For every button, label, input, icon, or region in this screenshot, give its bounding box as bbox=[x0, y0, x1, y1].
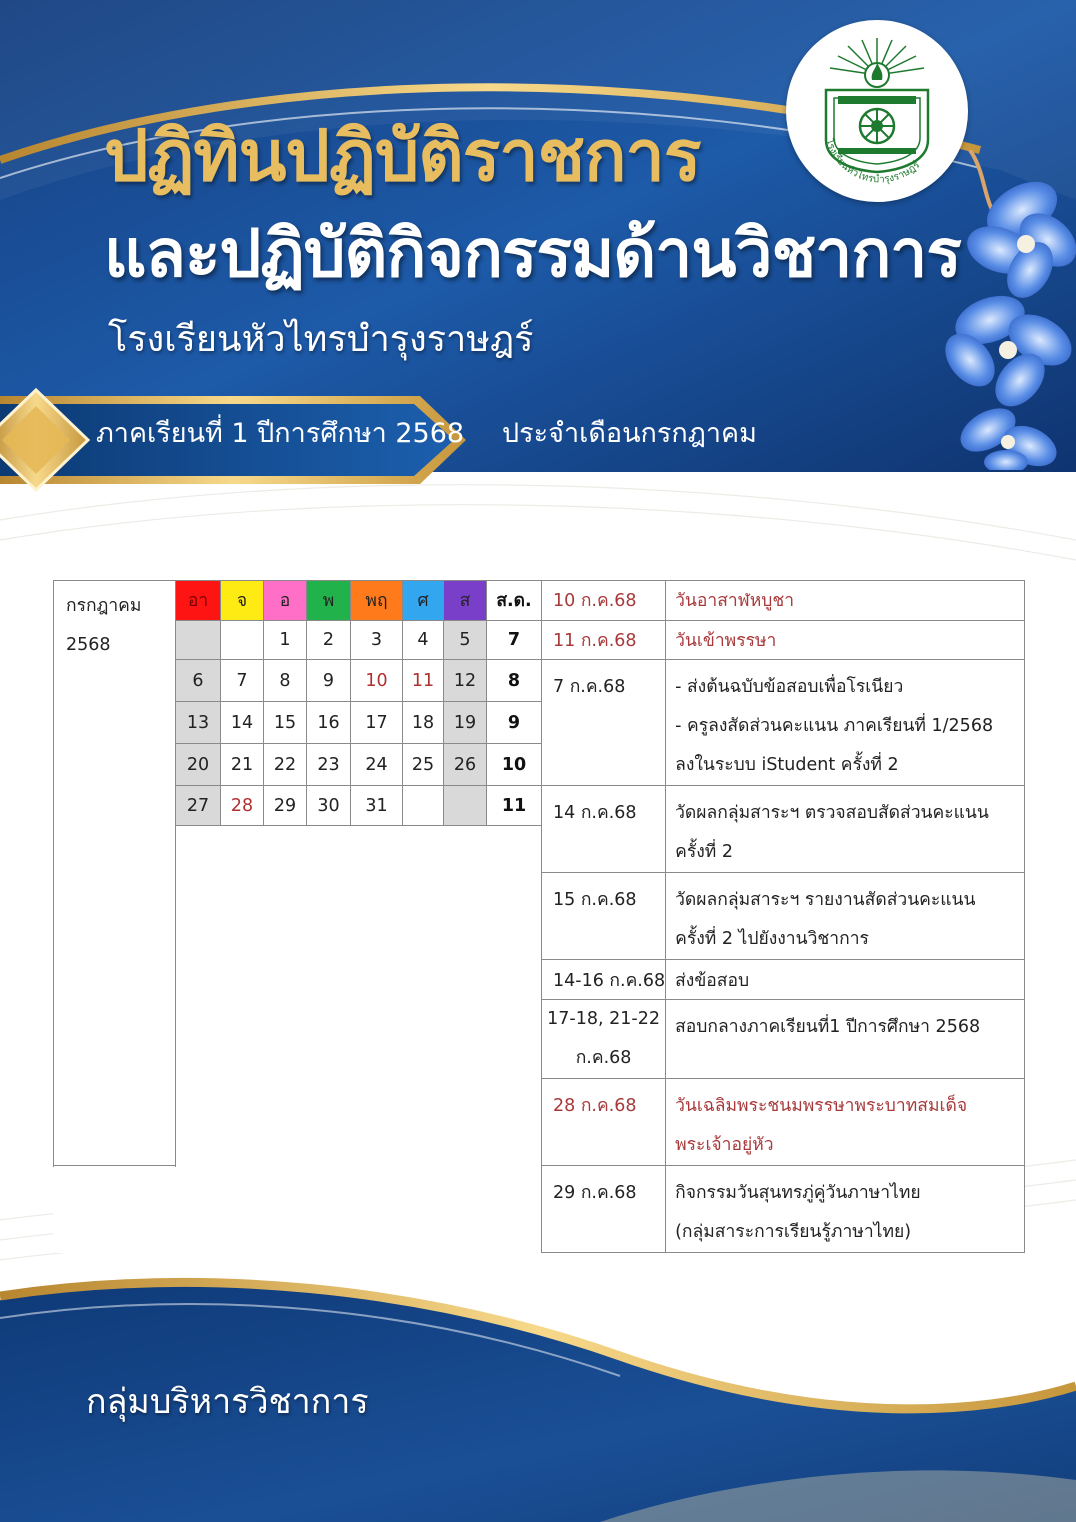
day-cell: 5 bbox=[444, 620, 487, 660]
day-cell: 21 bbox=[221, 744, 264, 786]
event-date bbox=[542, 1000, 666, 1079]
weekday-header-tue: อ bbox=[264, 581, 307, 621]
event-text-line: วัดผลกลุ่มสาระฯ ตรวจสอบสัดส่วนคะแนน bbox=[675, 803, 989, 824]
day-cell bbox=[403, 786, 444, 826]
event-date-line: 17-18, 21-22 bbox=[547, 1009, 660, 1030]
day-cell: 19 bbox=[444, 702, 487, 744]
day-cell: 7 bbox=[221, 660, 264, 702]
event-date-line: ก.ค.68 bbox=[575, 1048, 632, 1069]
day-cell: 20 bbox=[176, 744, 221, 786]
event-date: 28 ก.ค.68 bbox=[542, 1079, 666, 1166]
month-label: ประจำเดือนกรกฎาคม bbox=[502, 418, 757, 449]
page-title-line1: ปฏิทินปฏิบัติราชการ bbox=[104, 115, 701, 197]
weekday-header-sat: ส bbox=[444, 581, 487, 621]
holiday-day-cell: 28 bbox=[221, 786, 264, 826]
day-cell bbox=[176, 620, 221, 660]
event-text-line: (กลุ่มสาระการเรียนรู้ภาษาไทย) bbox=[675, 1222, 912, 1243]
day-cell: 23 bbox=[307, 744, 351, 786]
day-cell: 29 bbox=[264, 786, 307, 826]
day-cell: 2 bbox=[307, 620, 351, 660]
week-number: 10 bbox=[487, 744, 542, 786]
day-cell: 18 bbox=[403, 702, 444, 744]
day-cell: 25 bbox=[403, 744, 444, 786]
weekday-header-sun: อา bbox=[176, 581, 221, 621]
day-cell: 27 bbox=[176, 786, 221, 826]
page-title-line2: และปฏิบัติกิจกรรมด้านวิชาการ bbox=[104, 215, 961, 292]
day-cell: 6 bbox=[176, 660, 221, 702]
event-text-line: วัดผลกลุ่มสาระฯ รายงานสัดส่วนคะแนน bbox=[675, 890, 976, 911]
day-cell: 22 bbox=[264, 744, 307, 786]
month-year-cell bbox=[54, 581, 176, 1166]
day-cell: 30 bbox=[307, 786, 351, 826]
event-text-line: - ครูลงสัดส่วนคะแนน ภาคเรียนที่ 1/2568 bbox=[675, 716, 994, 737]
weekday-header-fri: ศ bbox=[403, 581, 444, 621]
day-cell: 8 bbox=[264, 660, 307, 702]
weekday-header-wed: พ bbox=[307, 581, 351, 621]
table-row bbox=[54, 786, 1025, 826]
event-date: 29 ก.ค.68 bbox=[542, 1166, 666, 1253]
orchid-flower-decoration bbox=[930, 150, 1076, 470]
day-cell: 1 bbox=[264, 620, 307, 660]
day-cell: 17 bbox=[351, 702, 403, 744]
holiday-day-cell: 10 bbox=[351, 660, 403, 702]
event-text bbox=[666, 1166, 1025, 1253]
event-date: 14 ก.ค.68 bbox=[542, 786, 666, 873]
event-text-line: ลงในระบบ iStudent ครั้งที่ 2 bbox=[675, 755, 899, 776]
week-number: 8 bbox=[487, 660, 542, 702]
event-date: 10 ก.ค.68 bbox=[542, 581, 666, 621]
day-cell: 26 bbox=[444, 744, 487, 786]
day-cell: 14 bbox=[221, 702, 264, 744]
event-date: 7 ก.ค.68 bbox=[542, 660, 666, 786]
event-text bbox=[666, 660, 1025, 786]
event-text-line: กิจกรรมวันสุนทรภู่คู่วันภาษาไทย bbox=[675, 1183, 921, 1204]
calendar-empty-area bbox=[176, 826, 542, 1166]
event-text bbox=[666, 1000, 1025, 1079]
week-number: 11 bbox=[487, 786, 542, 826]
table-row bbox=[54, 581, 1025, 621]
event-date: 11 ก.ค.68 bbox=[542, 620, 666, 660]
event-text bbox=[666, 873, 1025, 960]
weekday-header-mon: จ bbox=[221, 581, 264, 621]
table-row bbox=[54, 660, 1025, 702]
day-cell: 12 bbox=[444, 660, 487, 702]
day-cell: 4 bbox=[403, 620, 444, 660]
event-text bbox=[666, 786, 1025, 873]
day-cell: 24 bbox=[351, 744, 403, 786]
week-number: 9 bbox=[487, 702, 542, 744]
calendar-table bbox=[53, 580, 1025, 1253]
event-text-line: ครั้งที่ 2 ไปยังงานวิชาการ bbox=[675, 929, 869, 950]
event-text-line: - ส่งต้นฉบับข้อสอบเพื่อโรเนียว bbox=[675, 677, 904, 698]
seal-ring-text: โรงเรียนหัวไทรบำรุงราษฎร์ bbox=[823, 137, 923, 186]
school-name: โรงเรียนหัวไทรบำรุงราษฎร์ bbox=[108, 319, 534, 360]
day-cell: 31 bbox=[351, 786, 403, 826]
weekday-header-thu: พฤ bbox=[351, 581, 403, 621]
event-text-line: สอบกลางภาคเรียนที่1 ปีการศึกษา 2568 bbox=[675, 1017, 981, 1038]
event-text-line: วันเฉลิมพระชนมพรรษาพระบาทสมเด็จ bbox=[675, 1096, 968, 1117]
table-row bbox=[54, 620, 1025, 660]
month-name: กรกฎาคม bbox=[66, 596, 142, 616]
event-text: วันเข้าพรรษา bbox=[666, 620, 1025, 660]
event-text-line: พระเจ้าอยู่หัว bbox=[675, 1135, 774, 1156]
event-date: 15 ก.ค.68 bbox=[542, 873, 666, 960]
day-cell: 15 bbox=[264, 702, 307, 744]
week-number-header: ส.ด. bbox=[487, 581, 542, 621]
week-number: 7 bbox=[487, 620, 542, 660]
event-text: ส่งข้อสอบ bbox=[666, 960, 1025, 1000]
event-text: วันอาสาฬหบูชา bbox=[666, 581, 1025, 621]
day-cell: 9 bbox=[307, 660, 351, 702]
day-cell: 16 bbox=[307, 702, 351, 744]
day-cell: 13 bbox=[176, 702, 221, 744]
term-label: ภาคเรียนที่ 1 ปีการศึกษา 2568 bbox=[96, 418, 465, 449]
svg-text:โรงเรียนหัวไทรบำรุงราษฎร์ bbox=[823, 137, 923, 185]
event-text bbox=[666, 1079, 1025, 1166]
department-label: กลุ่มบริหารวิชาการ bbox=[86, 1382, 369, 1422]
event-date: 14-16 ก.ค.68 bbox=[542, 960, 666, 1000]
year: 2568 bbox=[66, 635, 111, 655]
holiday-day-cell: 11 bbox=[403, 660, 444, 702]
day-cell: 3 bbox=[351, 620, 403, 660]
day-cell bbox=[444, 786, 487, 826]
day-cell bbox=[221, 620, 264, 660]
event-text-line: ครั้งที่ 2 bbox=[675, 842, 733, 863]
